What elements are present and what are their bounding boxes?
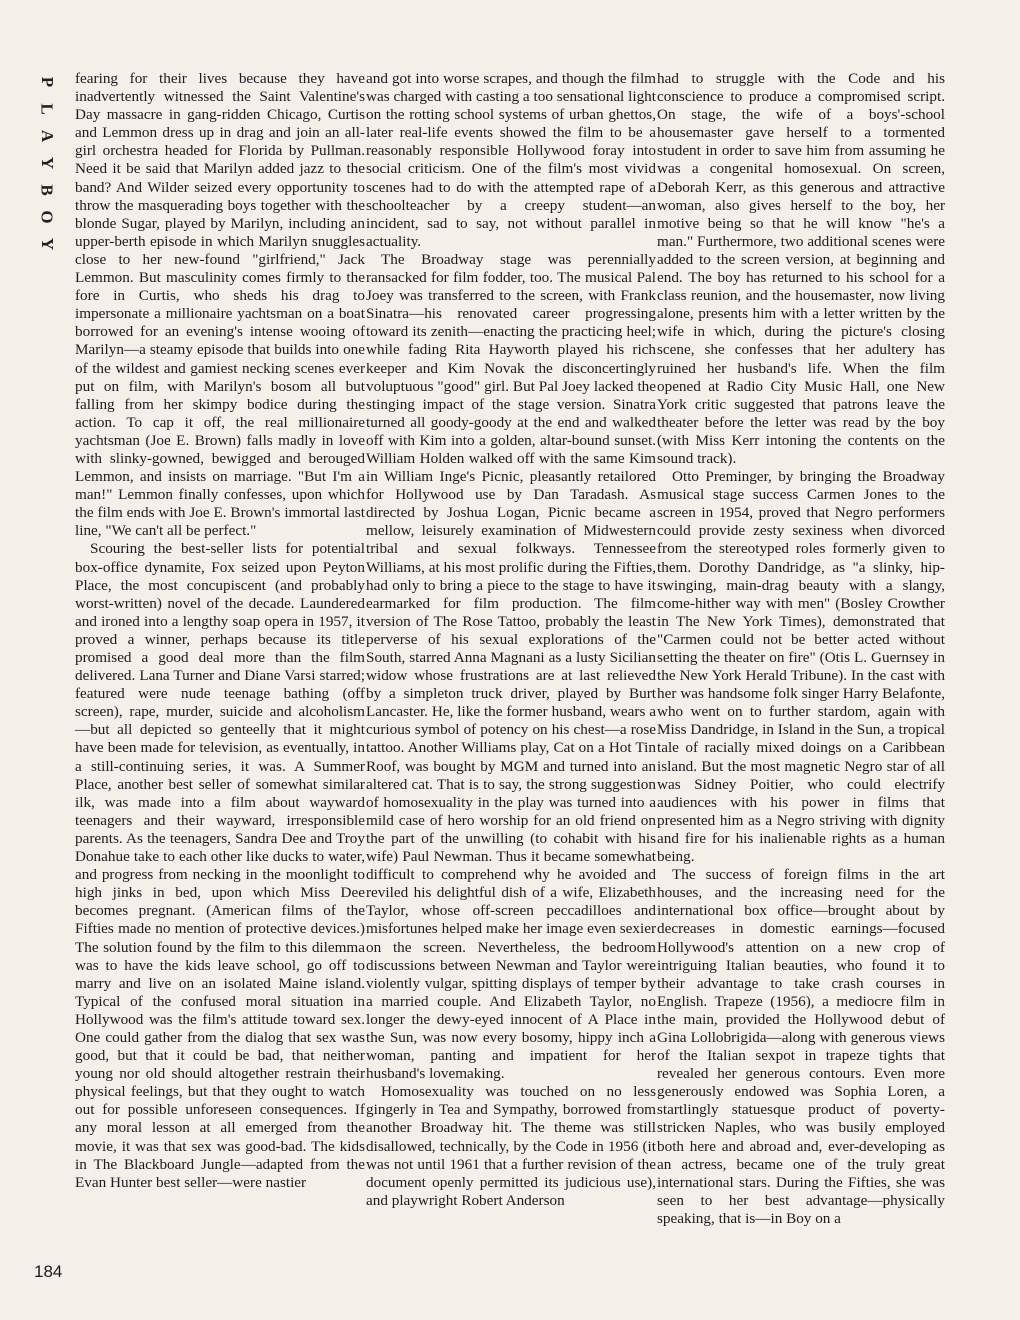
sidebar-letter: L [38,103,57,115]
paragraph: Homosexuality was touched on no less gingerly in Tea and Sympathy, borrowed from another Broadway hit. The theme was still disallowed, technically, by the Code in 1956 (it was not until 1961 that a further revision of the document openly permitted its judicious use), and playwright Robert Anderson [366,1083,656,1209]
text-column-3 [657,70,945,1228]
sidebar-letter: O [37,210,57,224]
paragraph: Scouring the best-seller lists for potential box-office dynamite, Fox seized upon Peyton Place, the most concupiscent (and probably worst-written) novel of the decade. Laundered and ironed into a lengthy soap opera in 1957, it proved a winner, perhaps because its title promised a good deal more than the film delivered. Lana Turner and Diane Varsi starred; featured were nude teenage bathing (off screen), rape, murder, suicide and alcoholism—but all depicted so genteelly that it might have been made for television, as eventually, in a still-continuing series, it was. A Summer Place, another best seller of somewhat similar ilk, was made into a film about wayward teenagers and their wayward, irresponsible parents. As the teenagers, Sandra Dee and Troy Donahue take to each other like ducks to water, and progress from necking in the moonlight to high jinks in bed, upon which Miss Dee becomes pregnant. (American films of the Fifties made no mention of protective devices.) The solution found by the film to this dilemma was to have the kids leave school, go off to marry and live on an isolated Maine island. Typical of the confused moral situation in Hollywood was the film's attitude toward sex. One could gather from the dialog that sex was good, but that it could be bad, that neither young nor old should altogether restrain their physical feelings, but that they ought to watch out for possible unforeseen consequences. If any moral lesson at all emerged from the movie, it was that sex was good-bad. The kids in The Blackboard Jungle—adapted from the Evan Hunter best seller—were nastier [75,540,365,1191]
paragraph: had to struggle with the Code and his conscience to produce a compromised script. On stage, the wife of a boys'-school housemaster gave herself to a tormented student in order to save him from assuming he was a congenital homosexual. On screen, Deborah Kerr, as this generous and attractive woman, also gives herself to the boy, her motive being so that he will know "he's a man." Furthermore, two additional scenes were added to the screen version, at beginning and end. The boy has returned to his school for a class reunion, and the housemaster, now living alone, presents him with a letter written by the wife in which, during the picture's closing scene, she confesses that her adultery has ruined her husband's life. When the film opened at Radio City Music Hall, one New York critic suggested that patrons leave the theater before the letter was read by the boy (with Miss Kerr intoning the contents on the sound track). [657,70,945,467]
sidebar-letter: Y [38,237,57,251]
paragraph: The Broadway stage was perennially ransacked for film fodder, too. The musical Pal Joey was transferred to the screen, with Frank Sinatra—his renovated career progressing toward its zenith—enacting the practicing heel; while fading Rita Hayworth played his rich keeper and Kim Novak the disconcertingly voluptuous "good" girl. But Pal Joey lacked the stinging impact of the stage version. Sinatra turned all goody-goody at the end and walked off with Kim into a golden, altar-bound sunset. William Holden walked off with the same Kim in William Inge's Picnic, pleasantly retailored for Hollywood use by Dan Taradash. As directed by Joshua Logan, Picnic became a mellow, leisurely examination of Midwestern tribal and sexual folkways. Tennessee Williams, at his most prolific during the Fifties, had only to bring a piece to the stage to have it earmarked for film production. The film version of The Rose Tattoo, probably the least perverse of his sexual explorations of the South, starred Anna Magnani as a lusty Sicilian widow whose frustrations are at last relieved by a simpleton truck driver, played by Burt Lancaster. He, like the former husband, wears a curious symbol of potency on his chest—a rose tattoo. Another Williams play, Cat on a Hot Tin Roof, was bought by MGM and turned into an altered cat. That is to say, the strong suggestion of homosexuality in the play was turned into a mild case of hero worship for an old friend on the part of the unwilling (to cohabit with his wife) Paul Newman. Thus it became somewhat difficult to comprehend why he avoided and reviled his delightful dish of a wife, Elizabeth Taylor, whose off-screen peccadilloes and misfortunes helped make her image even sexier on the screen. Nevertheless, the bedroom discussions between Newman and Taylor were violently vulgar, spitting displays of temper by a married couple. And Elizabeth Taylor, no longer the dewy-eyed innocent of A Place in the Sun, was now every bosomy, hippy inch a woman, panting and impatient for her husband's lovemaking. [366,250,656,1083]
magazine-sidebar-label [36,72,58,254]
paragraph: and got into worse scrapes, and though the film was charged with casting a too sensational light on the rotting school systems of urban ghettos, later real-life events showed the film to be a reasonably responsible Hollywood foray into social criticism. One of the film's most vivid scenes had to do with the attempted rape of a schoolteacher by a creepy student—an incident, sad to say, not without parallel in actuality. [366,70,656,250]
sidebar-letter: Y [38,156,57,170]
sidebar-letter: B [38,184,57,196]
text-column-2 [366,70,656,1210]
paragraph: Otto Preminger, by bringing the Broadway musical stage success Carmen Jones to the screen in 1954, proved that Negro performers could provide zesty sexiness when divorced from the stereotyped roles formerly given to them. Dorothy Dandridge, as "a slinky, hip-swinging, main-drag beauty with a slangy, come-hither way with men" (Bosley Crowther in The New York Times), demonstrated that "Carmen could not be better acted without setting the theater on fire" (Otis L. Guernsey in the New York Herald Tribune). In the cast with her was handsome folk singer Harry Belafonte, who went on to further stardom, again with Miss Dandridge, in Island in the Sun, a tropical tale of racially mixed doings on a Caribbean island. But the most magnetic Negro star of all was Sidney Poitier, who could electrify audiences with his power in films that presented him as a Negro striving with dignity and fire for his inalienable rights as a human being. [657,468,945,866]
text-column-1 [75,70,365,1192]
page-number: 184 [34,1262,63,1281]
paragraph: fearing for their lives because they have inadvertently witnessed the Saint Valentine's Day massacre in gang-ridden Chicago, Curtis and Lemmon dress up in drag and join an all-girl orchestra headed for Florida by Pullman. Need it be said that Marilyn added jazz to the band? And Wilder seized every opportunity to throw the masquerading boys together with the blonde Sugar, played by Marilyn, including an upper-berth episode in which Marilyn snuggles close to her new-found "girlfriend," Jack Lemmon. But masculinity comes firmly to the fore in Curtis, who sheds his drag to impersonate a millionaire yachtsman on a boat borrowed for an evening's intense wooing of Marilyn—a steamy episode that builds into one of the wildest and gamiest necking scenes ever put on film, with Marilyn's bosom all but falling from her skimpy bodice during the action. To cap it off, the real millionaire yachtsman (Joe E. Brown) falls madly in love with slinky-gowned, bewigged and berouged Lemmon, and insists on marriage. "But I'm a man!" Lemmon finally confesses, upon which the film ends with Joe E. Brown's immortal last line, "We can't all be perfect." [75,70,365,540]
sidebar-letter: A [38,129,57,143]
paragraph: The success of foreign films in the art houses, and the increasing need for the international box office—brought about by decreases in domestic earnings—focused Hollywood's attention on a new crop of intriguing Italian beauties, who found it to their advantage to take crash courses in English. Trapeze (1956), a mediocre film in the main, provided the Hollywood debut of Gina Lollobrigida—along with generous views of the Italian sexpot in trapeze tights that revealed her generous contours. Even more generously endowed was Sophia Loren, a startlingly statuesque product of poverty-stricken Naples, who was busily employed both here and abroad and, ever-developing as an actress, became one of the truly great international stars. During the Fifties, she was seen to her best advantage—physically speaking, that is—in Boy on a [657,866,945,1227]
sidebar-letter: P [37,76,57,88]
